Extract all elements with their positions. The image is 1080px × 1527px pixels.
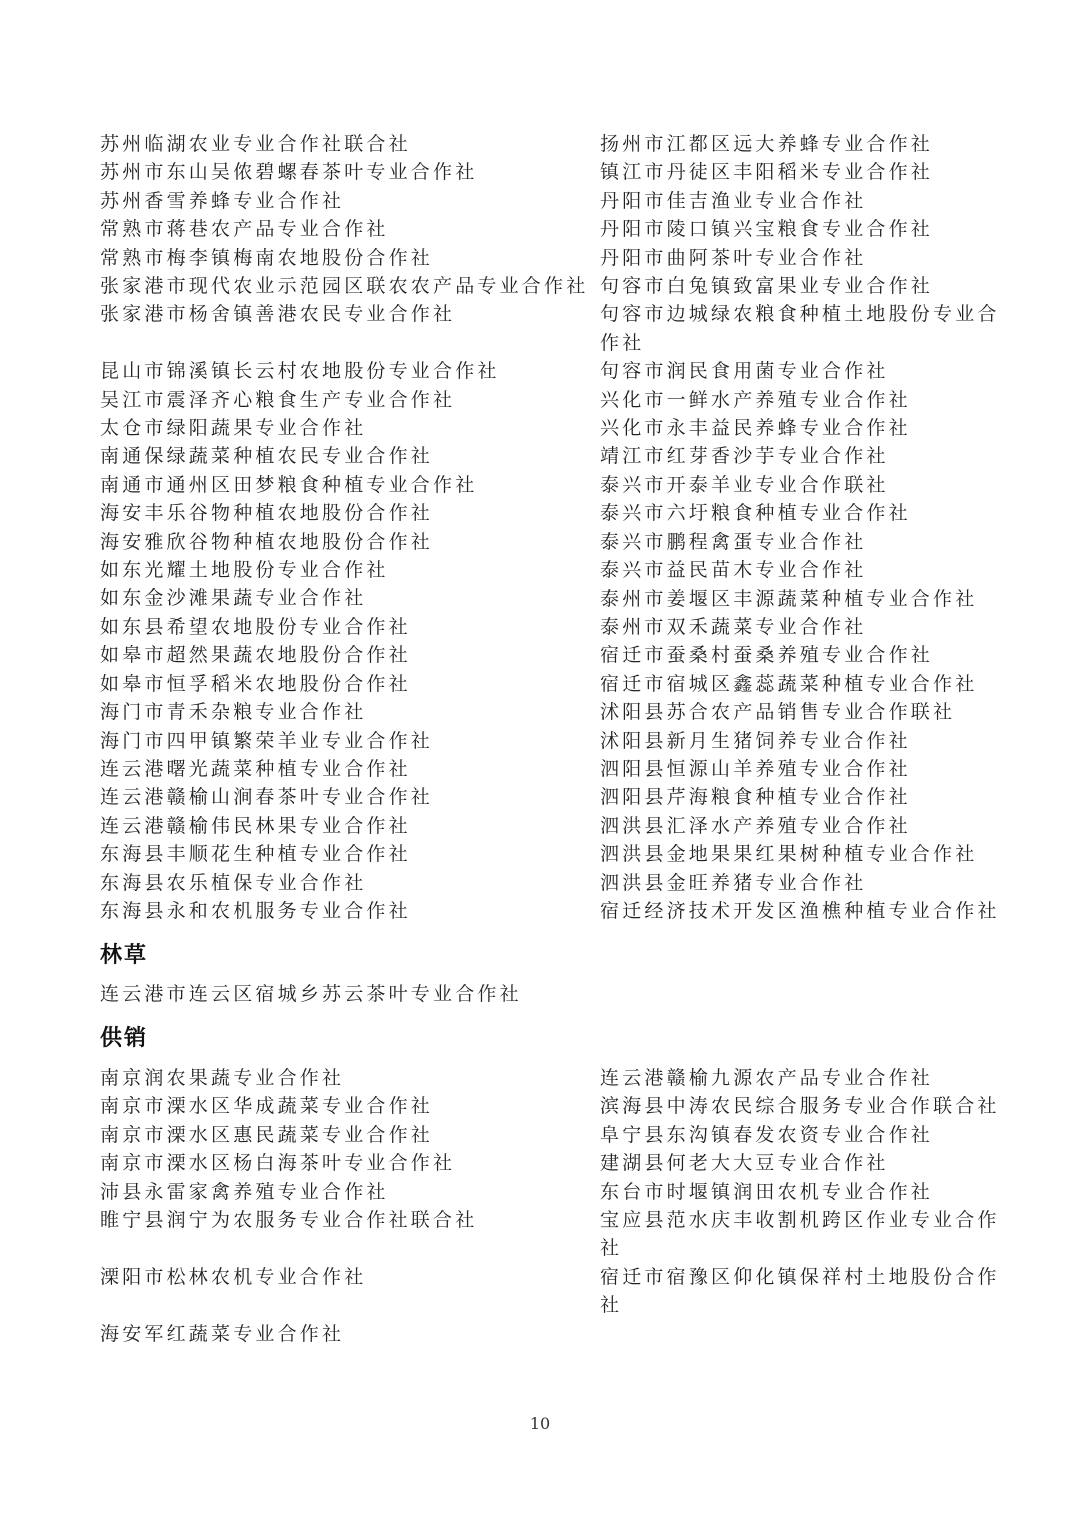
list-item: 句容市边城绿农粮食种植土地股份专业合作社 [600,303,1000,354]
list-item: 宿迁市宿城区鑫蕊蔬菜种植专业合作社 [600,672,978,695]
list-item: 丹阳市佳吉渔业专业合作社 [600,189,867,212]
list-item: 海安军红蔬菜专业合作社 [100,1322,345,1345]
list-item: 兴化市一鲜水产养殖专业合作社 [600,388,911,411]
list-item: 泰兴市鹏程禽蛋专业合作社 [600,530,867,553]
page-number: 10 [529,1414,551,1433]
list-item: 海安雅欣谷物种植农地股份合作社 [100,530,434,553]
list-item: 连云港市连云区宿城乡苏云茶叶专业合作社 [100,983,522,1005]
list-item: 泰州市双禾蔬菜专业合作社 [600,615,867,638]
list-item: 南京市溧水区华成蔬菜专业合作社 [100,1095,434,1118]
list-item: 泰兴市六圩粮食种植专业合作社 [600,502,911,525]
list-item: 泗阳县恒源山羊养殖专业合作社 [600,757,911,780]
list-item: 如东光耀土地股份专业合作社 [100,559,389,582]
list-item: 海门市四甲镇繁荣羊业专业合作社 [100,729,434,752]
supply-heading: 供销 [100,1026,149,1051]
list-item: 句容市白兔镇致富果业专业合作社 [600,275,934,298]
list-item: 兴化市永丰益民养蜂专业合作社 [600,417,911,440]
list-item: 泰州市姜堰区丰源蔬菜种植专业合作社 [600,587,978,610]
list-spacer [100,1291,580,1319]
list-item: 泰兴市开泰羊业专业合作联社 [600,473,889,496]
list-item: 常熟市蒋巷农产品专业合作社 [100,218,389,241]
list-item: 东海县永和农机服务专业合作社 [100,899,411,922]
list-item: 句容市润民食用菌专业合作社 [600,360,889,383]
list-item: 张家港市杨舍镇善港农民专业合作社 [100,303,456,326]
list-item: 南通市通州区田梦粮食种植专业合作社 [100,473,478,496]
list-item: 连云港赣榆伟民林果专业合作社 [100,814,411,837]
list-item: 太仓市绿阳蔬果专业合作社 [100,417,367,440]
list-item: 睢宁县润宁为农服务专业合作社联合社 [100,1209,478,1232]
list-item: 常熟市梅李镇梅南农地股份合作社 [100,246,434,269]
list-item: 靖江市红芽香沙芋专业合作社 [600,445,889,468]
list-item: 宿迁市宿豫区仰化镇保祥村土地股份合作社 [600,1265,1000,1317]
list-item: 苏州香雪养蜂专业合作社 [100,189,345,212]
list-item: 宝应县范水庆丰收割机跨区作业专业合作社 [600,1209,1000,1260]
list-item: 南京市溧水区惠民蔬菜专业合作社 [100,1123,434,1146]
supply-left-list [100,1064,580,1348]
list-item: 滨海县中涛农民综合服务专业合作联合社 [600,1095,1000,1118]
supply-right-list [600,1064,1015,1320]
list-item: 丹阳市曲阿茶叶专业合作社 [600,246,867,269]
list-item: 如皋市超然果蔬农地股份合作社 [100,644,411,667]
list-item: 东台市时堰镇润田农机专业合作社 [600,1180,934,1203]
list-item: 宿迁经济技术开发区渔樵种植专业合作社 [600,899,1000,922]
list-item: 泗洪县汇泽水产养殖专业合作社 [600,814,911,837]
list-item: 泗洪县金地果果红果树种植专业合作社 [600,843,978,866]
section1-right-list [600,130,1015,925]
list-item: 宿迁市蚕桑村蚕桑养殖专业合作社 [600,644,934,667]
forestry-heading: 林草 [100,943,149,968]
list-item: 南通保绿蔬菜种植农民专业合作社 [100,445,434,468]
list-item: 海安丰乐谷物种植农地股份合作社 [100,502,434,525]
list-spacer [100,1234,580,1262]
list-item: 沛县永雷家禽养殖专业合作社 [100,1180,389,1203]
list-item: 泗阳县芹海粮食种植专业合作社 [600,786,911,809]
list-item: 溧阳市松林农机专业合作社 [100,1265,367,1288]
list-item: 东海县丰顺花生种植专业合作社 [100,843,411,866]
list-spacer [100,329,580,357]
list-item: 苏州市东山吴侬碧螺春茶叶专业合作社 [100,161,478,184]
forestry-list [100,980,1000,1008]
list-item: 东海县农乐植保专业合作社 [100,871,367,894]
list-item: 南京润农果蔬专业合作社 [100,1067,345,1089]
list-item: 如东县希望农地股份专业合作社 [100,615,411,638]
list-item: 如皋市恒孚稻米农地股份合作社 [100,672,411,695]
list-item: 连云港赣榆九源农产品专业合作社 [600,1067,934,1089]
list-item: 建湖县何老大大豆专业合作社 [600,1152,889,1175]
list-item: 苏州临湖农业专业合作社联合社 [100,133,411,155]
list-item: 南京市溧水区杨白海茶叶专业合作社 [100,1152,456,1175]
list-item: 沭阳县苏合农产品销售专业合作联社 [600,701,956,724]
list-item: 镇江市丹徒区丰阳稻米专业合作社 [600,161,934,184]
list-item: 阜宁县东沟镇春发农资专业合作社 [600,1123,934,1146]
list-item: 泗洪县金旺养猪专业合作社 [600,871,867,894]
list-item: 泰兴市益民苗木专业合作社 [600,559,867,582]
list-item: 连云港赣榆山涧春茶叶专业合作社 [100,786,434,809]
section1-left-list [100,130,589,925]
list-item: 连云港曙光蔬菜种植专业合作社 [100,757,411,780]
list-item: 吴江市震泽齐心粮食生产专业合作社 [100,388,456,411]
list-item: 沭阳县新月生猪饲养专业合作社 [600,729,911,752]
list-item: 海门市青禾杂粮专业合作社 [100,701,367,724]
list-item: 扬州市江都区远大养蜂专业合作社 [600,133,934,155]
list-item: 昆山市锦溪镇长云村农地股份专业合作社 [100,360,500,383]
list-item: 如东金沙滩果蔬专业合作社 [100,587,367,610]
list-item: 丹阳市陵口镇兴宝粮食专业合作社 [600,218,934,241]
list-item: 张家港市现代农业示范园区联农农产品专业合作社 [100,275,589,298]
